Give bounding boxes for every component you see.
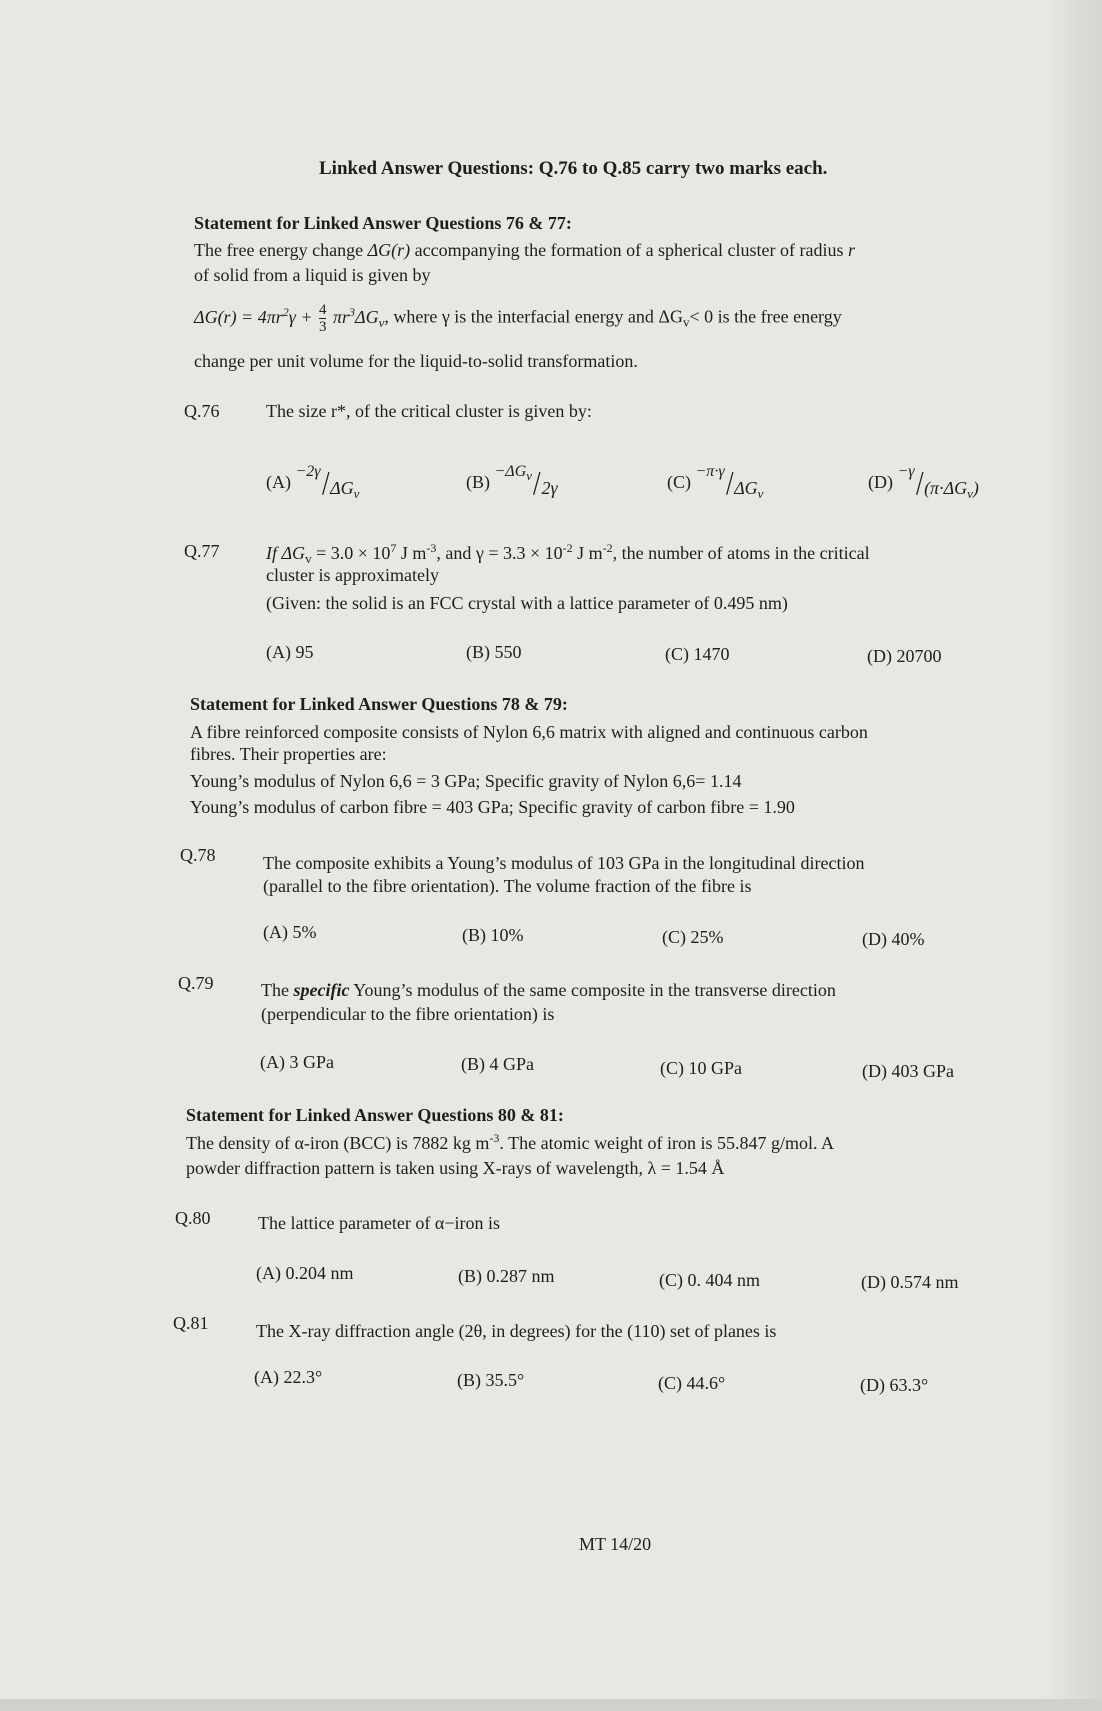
option-76-b: $(B) -\Delta G_v/2\gamma$ xyxy=(466,463,558,502)
option-76-c: $(C) -\pi\cdot\gamma/\Delta G_v$ xyxy=(667,463,764,502)
section-header: Linked Answer Questions: Q.76 to Q.85 carry two marks each. xyxy=(319,158,828,179)
statement-title-76-77: Statement for Linked Answer Questions 76 & 77: xyxy=(194,213,572,233)
option-79-b: (B) 4 GPa xyxy=(461,1054,534,1074)
option-78-a: (A) 5% xyxy=(263,922,317,942)
question-text-81: The X-ray diffraction angle (2θ, in degrees) for the (110) set of planes is xyxy=(256,1321,777,1341)
question-text-78-line-1: The composite exhibits a Young’s modulus of 103 GPa in the longitudinal direction xyxy=(263,853,865,873)
statement-80-line-2: powder diffraction pattern is taken using X-rays of wavelength, λ = 1.54 Å xyxy=(186,1158,725,1178)
question-text-77-line-3: (Given: the solid is an FCC crystal with a lattice parameter of 0.495 nm) xyxy=(266,593,788,613)
option-77-c: (C) 1470 xyxy=(665,644,730,664)
option-79-a: (A) 3 GPa xyxy=(260,1052,334,1072)
option-81-c: (C) 44.6° xyxy=(658,1373,726,1393)
question-text-76: The size r*, of the critical cluster is given by: xyxy=(266,401,592,421)
option-79-c: (C) 10 GPa xyxy=(660,1058,742,1078)
question-number-79: Q.79 xyxy=(178,973,214,993)
scan-bottom-edge xyxy=(0,1699,1102,1711)
statement-78-line-4: Young’s modulus of carbon fibre = 403 GPa; Specific gravity of carbon fibre = 1.90 xyxy=(190,797,795,817)
option-80-b: (B) 0.287 nm xyxy=(458,1266,555,1286)
option-78-b: (B) 10% xyxy=(462,925,524,945)
option-80-a: (A) 0.204 nm xyxy=(256,1263,354,1283)
question-number-78: Q.78 xyxy=(180,845,216,865)
option-78-c: (C) 25% xyxy=(662,927,724,947)
question-text-80: The lattice parameter of α−iron is xyxy=(258,1213,500,1233)
question-text-78-line-2: (parallel to the fibre orientation). The volume fraction of the fibre is xyxy=(263,876,752,896)
question-number-76: Q.76 xyxy=(184,401,220,421)
question-text-77-line-1: If $\Delta G_v = 3.0 \times 10^7$ J $m^{-3}$, and $\gamma = 3.3 \times 10^{-2}$ J $m^{-2}$, the number of atoms in the critical xyxy=(266,541,870,566)
free-energy-equation: $\Delta G(r) = 4\pi r^2\gamma$ + $\frac{4}{3}$ $\pi r^3\Delta G_v$, where γ is the interfacial energy and $\Delta G_v< 0$ is the free energy xyxy=(194,302,842,335)
option-80-c: (C) 0. 404 nm xyxy=(659,1270,760,1290)
statement-title-80-81: Statement for Linked Answer Questions 80 & 81: xyxy=(186,1105,564,1125)
statement-text-line-4: change per unit volume for the liquid-to-solid transformation. xyxy=(194,351,638,371)
question-text-77-line-2: cluster is approximately xyxy=(266,565,439,585)
option-77-a: (A) 95 xyxy=(266,642,314,662)
option-79-d: (D) 403 GPa xyxy=(862,1061,954,1081)
question-text-79-line-2: (perpendicular to the fibre orientation) is xyxy=(261,1004,555,1024)
option-76-a: $(A) -2\gamma/\Delta G_v$ xyxy=(266,463,360,502)
option-81-a: (A) 22.3° xyxy=(254,1367,323,1387)
option-80-d: (D) 0.574 nm xyxy=(861,1272,959,1292)
statement-78-line-1: A fibre reinforced composite consists of Nylon 6,6 matrix with aligned and continuous carbon xyxy=(190,722,868,742)
option-76-d: $(D) -\gamma/(\pi\cdot\Delta G_v)$ xyxy=(868,463,979,502)
option-78-d: (D) 40% xyxy=(862,929,925,949)
question-number-80: Q.80 xyxy=(175,1208,211,1228)
option-77-b: (B) 550 xyxy=(466,642,522,662)
fraction-4-3: $\frac{4}{3}$ xyxy=(318,302,327,335)
question-text-79-line-1: The specific Young’s modulus of the same composite in the transverse direction xyxy=(261,980,836,1000)
statement-78-line-2: fibres. Their properties are: xyxy=(190,744,387,764)
question-number-81: Q.81 xyxy=(173,1313,209,1333)
page-footer: MT 14/20 xyxy=(579,1534,652,1554)
statement-78-line-3: Young’s modulus of Nylon 6,6 = 3 GPa; Specific gravity of Nylon 6,6= 1.14 xyxy=(190,771,742,791)
statement-80-line-1: The density of α-iron (BCC) is 7882 kg $m^{-3}$. The atomic weight of iron is 55.847 g/mol. A xyxy=(186,1131,835,1153)
statement-text-line-1: The free energy change ΔG(r) accompanying the formation of a spherical cluster of radius r xyxy=(194,240,856,260)
option-81-d: (D) 63.3° xyxy=(860,1375,929,1395)
option-81-b: (B) 35.5° xyxy=(457,1370,525,1390)
question-number-77: Q.77 xyxy=(184,541,220,561)
statement-text-line-2: of solid from a liquid is given by xyxy=(194,265,431,285)
scan-edge-shadow xyxy=(1042,0,1102,1711)
statement-title-78-79: Statement for Linked Answer Questions 78 & 79: xyxy=(190,694,568,714)
option-77-d: (D) 20700 xyxy=(867,646,942,666)
